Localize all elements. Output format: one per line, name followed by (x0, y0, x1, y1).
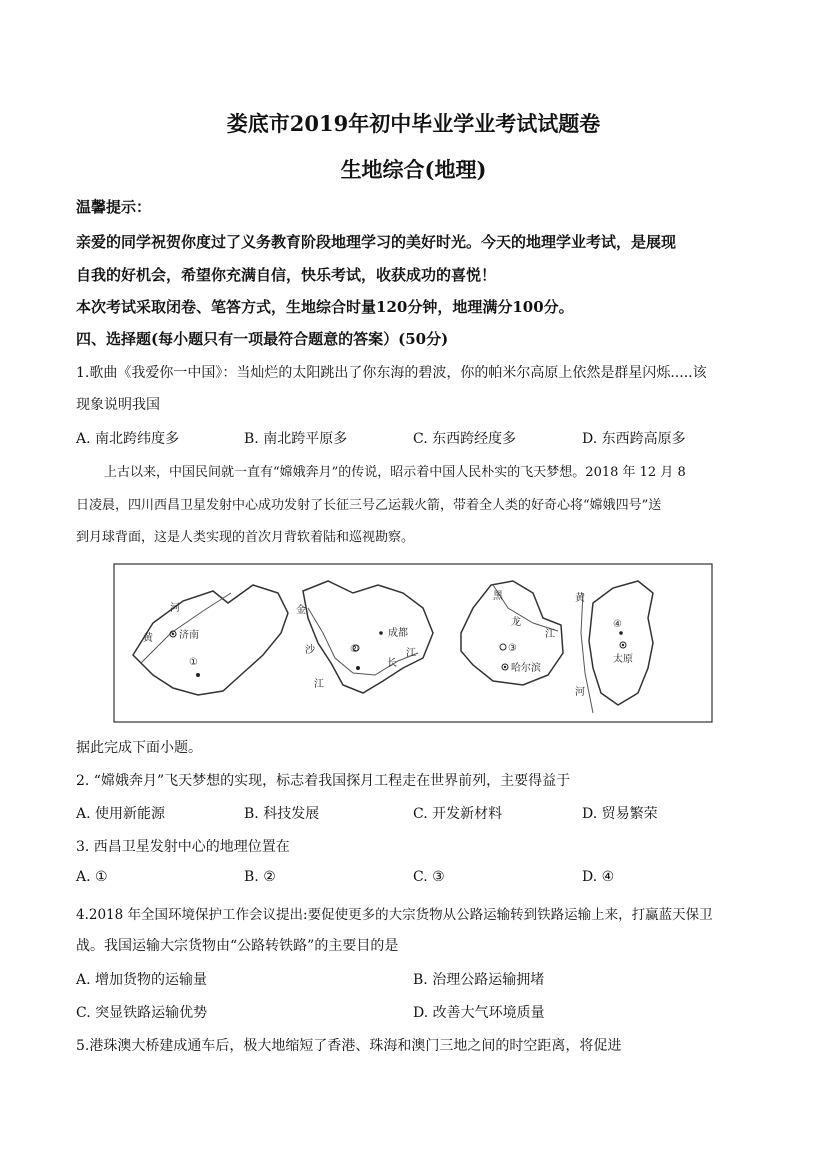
q1-option-a: A. 南北跨纬度多 (76, 431, 180, 447)
province-maps-figure (113, 563, 713, 723)
q4-option-d: D. 改善大气环境质量 (413, 1005, 545, 1021)
map-4-river-a: 黄 (575, 593, 585, 604)
q4-line-1: 4.2018 年全国环境保护工作会议提出:要促使更多的大宗货物从公路运输转到铁路运输上来，打赢蓝天保卫 (76, 907, 713, 923)
passage-line-3: 到月球背面，这是人类实现的首次月背软着陆和巡视勘察。 (76, 530, 415, 545)
map-2-city-chengdu: 成都 (388, 628, 408, 639)
notice-line-2: 自我的好机会，希望你充满自信，快乐考试，收获成功的喜悦！ (76, 266, 497, 284)
q3-option-c: C. ③ (413, 869, 445, 885)
q3-option-b: B. ② (244, 869, 276, 885)
map-2-river-b: 沙 (305, 645, 315, 656)
map-1-city-jinan: 济南 (179, 630, 199, 641)
q1-line-1: 1.歌曲《我爱你一中国》：当灿烂的太阳跳出了你东海的碧波，你的帕米尔高原上依然是群星闪烁.....该 (76, 365, 707, 381)
q1-option-b: B. 南北跨平原多 (244, 431, 348, 447)
map-1-point: ① (189, 657, 198, 668)
instruction: 据此完成下面小题。 (76, 740, 202, 756)
q2-stem: 2. “嫦娥奔月”飞天梦想的实现，标志着我国探月工程走在世界前列，主要得益于 (76, 773, 571, 789)
map-2-river-a: 金 (296, 605, 306, 616)
map-3-river-b: 龙 (511, 617, 521, 628)
map-3-river-a: 黑 (493, 591, 503, 602)
notice-line-1: 亲爱的同学祝贺你度过了义务教育阶段地理学习的美好时光。今天的地理学业考试，是展现 (76, 233, 677, 251)
map-frame (114, 564, 712, 722)
passage-line-2: 日凌晨，四川西昌卫星发射中心成功发射了长征三号乙运载火箭，带着全人类的好奇心将“嫦娥四号”送 (76, 498, 662, 513)
q2-option-c: C. 开发新材料 (413, 806, 503, 822)
q4-line-2: 战。我国运输大宗货物由“公路转铁路”的主要目的是 (76, 938, 399, 954)
q4-option-b: B. 治理公路运输拥堵 (413, 972, 545, 988)
notice-heading: 温馨提示： (76, 198, 152, 216)
q2-option-d: D. 贸易繁荣 (582, 806, 658, 822)
section-heading: 四、选择题(每小题只有一项最符合题意的答案）(50分) (76, 330, 449, 348)
map-3-point: ③ (508, 643, 517, 654)
page-title: 娄底市2019年初中毕业学业考试试题卷 (226, 111, 601, 136)
map-2-river-d: 长 (387, 658, 397, 669)
map-2-point: ② (350, 644, 359, 655)
map-3-city-harbin: 哈尔滨 (511, 663, 541, 674)
q3-option-d: D. ④ (582, 869, 615, 885)
map-4-point: ④ (613, 619, 622, 630)
q1-option-c: C. 东西跨经度多 (413, 431, 517, 447)
q2-option-a: A. 使用新能源 (76, 806, 166, 822)
map-1-river-b: 黄 (143, 633, 153, 644)
q3-stem: 3. 西昌卫星发射中心的地理位置在 (76, 839, 290, 855)
map-1-river-a: 河 (170, 603, 180, 614)
map-3-river-c: 江 (545, 629, 555, 640)
notice-line-3: 本次考试采取闭卷、笔答方式，生地综合时量120分钟，地理满分100分。 (76, 298, 574, 316)
q5-line-1: 5.港珠澳大桥建成通车后，极大地缩短了香港、珠海和澳门三地之间的时空距离，将促进 (76, 1038, 622, 1054)
q4-option-a: A. 增加货物的运输量 (76, 972, 208, 988)
page-subtitle: 生地综合(地理) (340, 157, 487, 182)
q4-option-c: C. 突显铁路运输优势 (76, 1005, 208, 1021)
map-2-river-e: 江 (406, 648, 416, 659)
q1-option-d: D. 东西跨高原多 (582, 431, 686, 447)
map-2-river-c: 江 (314, 679, 324, 690)
q1-line-2: 现象说明我国 (76, 397, 160, 413)
map-4-city-taiyuan: 太原 (613, 654, 633, 665)
passage-line-1: 上古以来，中国民间就一直有“嫦娥奔月”的传说，昭示着中国人民朴实的飞天梦想。2018 年 12 月 8 (104, 465, 686, 480)
q2-option-b: B. 科技发展 (244, 806, 320, 822)
q3-option-a: A. ① (76, 869, 108, 885)
map-4-river-b: 河 (575, 687, 585, 698)
